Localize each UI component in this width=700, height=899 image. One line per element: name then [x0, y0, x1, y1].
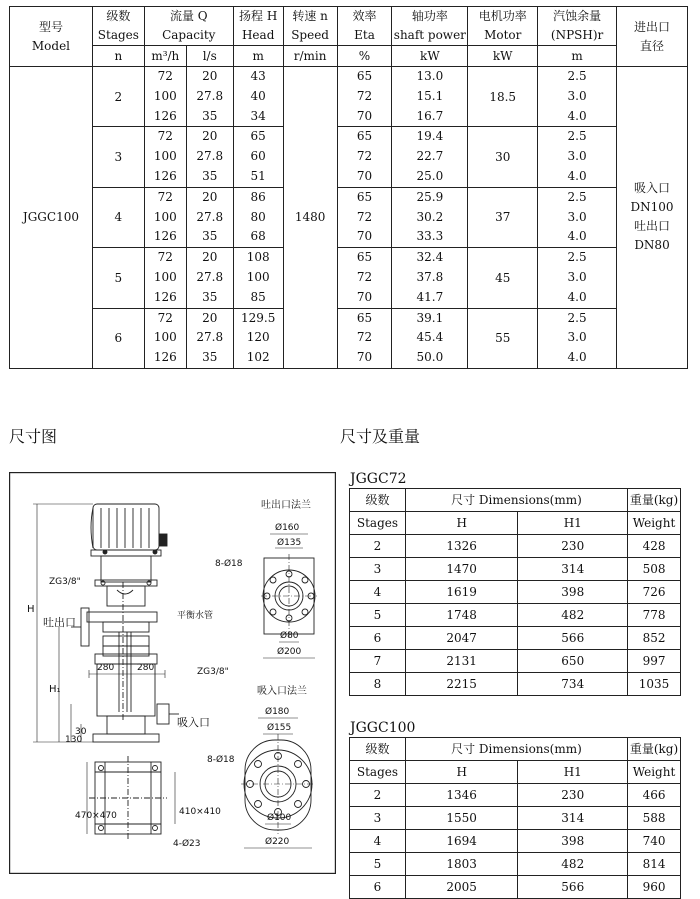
weight-cell: 852	[628, 627, 681, 650]
value: 70	[356, 168, 373, 183]
value: 30.2	[416, 209, 444, 224]
capacity-m3h-cell	[144, 187, 186, 247]
dim-base-inner: 410×410	[179, 807, 221, 817]
weight-cell: 1035	[628, 673, 681, 696]
unit-shaft-power: kW	[392, 46, 468, 67]
weight-cell: 428	[628, 535, 681, 558]
value: 85	[250, 289, 266, 304]
H-cell: 1619	[405, 581, 518, 604]
dim-outlet-160: Ø160	[275, 523, 300, 533]
capacity-ls-cell	[186, 187, 233, 247]
header-H1: H1	[518, 761, 628, 784]
weight-cell: 814	[628, 853, 681, 876]
dim-130: 130	[65, 735, 83, 745]
stages-cell: 3	[92, 127, 144, 187]
value: 126	[153, 350, 177, 365]
unit-head: m	[233, 46, 283, 67]
value: 126	[153, 229, 177, 244]
value: 35	[202, 350, 218, 365]
value: 39.1	[416, 310, 444, 325]
stages-cell: 3	[350, 807, 406, 830]
stages-cell: 3	[350, 558, 406, 581]
value: 41.7	[416, 289, 444, 304]
value: 65	[356, 189, 373, 204]
value: 25.9	[416, 189, 444, 204]
header-speed: 转速 n Speed	[283, 7, 337, 46]
value: 2.5	[567, 69, 587, 83]
unit-capacity-m3h: m³/h	[144, 46, 186, 67]
eta-cell	[337, 248, 392, 308]
value: 20	[202, 69, 218, 83]
head-cell	[233, 308, 283, 368]
H-cell: 1550	[405, 807, 518, 830]
table-title-jggc72: JGGC72	[350, 471, 407, 487]
value: 100	[153, 88, 177, 103]
H1-cell: 566	[518, 876, 628, 899]
value: 4.0	[567, 168, 587, 183]
weight-cell: 740	[628, 830, 681, 853]
value: 100	[153, 269, 177, 284]
value: 27.8	[196, 149, 224, 164]
weight-cell: 466	[628, 784, 681, 807]
stages-cell: 2	[350, 784, 406, 807]
shaft-power-cell	[392, 187, 468, 247]
eta-cell	[337, 67, 392, 127]
table-row	[350, 604, 681, 627]
H1-cell: 566	[518, 627, 628, 650]
value: 2.5	[567, 310, 587, 325]
unit-stages: n	[92, 46, 144, 67]
value: 100	[153, 149, 177, 164]
value: 3.0	[567, 149, 587, 164]
header-H1: H1	[518, 512, 628, 535]
value: 70	[356, 229, 373, 244]
value: 43	[250, 69, 266, 83]
H-cell: 1326	[405, 535, 518, 558]
eta-cell	[337, 308, 392, 368]
npsh-cell	[538, 127, 617, 187]
dimensions-table-jggc100	[349, 737, 681, 899]
value: 129.5	[240, 310, 276, 325]
value: 120	[246, 330, 270, 345]
perf-group-row	[10, 127, 688, 187]
capacity-ls-cell	[186, 308, 233, 368]
dim-outlet-135: Ø135	[277, 538, 302, 548]
motor-cell: 37	[468, 187, 538, 247]
header-eta: 效率 Eta	[337, 7, 392, 46]
label-inlet: 吸入口	[177, 716, 210, 729]
weight-cell: 726	[628, 581, 681, 604]
value: 2.5	[567, 129, 587, 144]
capacity-m3h-cell	[144, 127, 186, 187]
H-cell: 2047	[405, 627, 518, 650]
H1-cell: 314	[518, 807, 628, 830]
value: 126	[153, 289, 177, 304]
header-motor: 电机功率 Motor	[468, 7, 538, 46]
speed-cell: 1480	[283, 67, 337, 369]
value: 32.4	[416, 250, 444, 265]
value: 72	[356, 209, 373, 224]
value: 100	[153, 209, 177, 224]
port-text: DN100	[630, 200, 674, 215]
header-H: H	[405, 512, 518, 535]
dim-30: 30	[75, 727, 87, 737]
eta-cell	[337, 127, 392, 187]
header-shaft-power: 轴功率 shaft power	[392, 7, 468, 46]
value: 100	[246, 269, 270, 284]
H1-cell: 482	[518, 604, 628, 627]
head-cell	[233, 67, 283, 127]
label-outlet: 吐出口	[43, 616, 76, 629]
value: 35	[202, 289, 218, 304]
stages-cell: 5	[92, 248, 144, 308]
value: 2.5	[567, 189, 587, 204]
header-port-diameter: 进出口 直径	[617, 7, 688, 67]
value: 34	[250, 108, 266, 123]
stages-cell: 2	[350, 535, 406, 558]
H-cell: 1346	[405, 784, 518, 807]
value: 13.0	[416, 69, 444, 83]
H-cell: 2131	[405, 650, 518, 673]
H-cell: 1470	[405, 558, 518, 581]
label-inlet-flange: 吸入口法兰	[257, 686, 307, 697]
table-row	[350, 784, 681, 807]
value: 3.0	[567, 269, 587, 284]
H1-cell: 482	[518, 853, 628, 876]
dim-H: H	[27, 604, 35, 615]
stages-cell: 2	[92, 67, 144, 127]
perf-group-row	[10, 308, 688, 368]
value: 50.0	[416, 350, 444, 365]
npsh-cell	[538, 248, 617, 308]
value: 70	[356, 350, 373, 365]
header-stages-cn: 级数	[350, 489, 406, 512]
label-balance-pipe: 平衡水管	[177, 611, 214, 621]
value: 72	[356, 149, 373, 164]
unit-eta: %	[337, 46, 392, 67]
header-dimensions: 尺寸 Dimensions(mm)	[405, 489, 627, 512]
value: 70	[356, 108, 373, 123]
head-cell	[233, 248, 283, 308]
dimensions-table-jggc72	[349, 488, 681, 696]
capacity-ls-cell	[186, 127, 233, 187]
value: 65	[250, 129, 266, 144]
header-stages-en: Stages	[350, 761, 406, 784]
H1-cell: 230	[518, 784, 628, 807]
shaft-power-cell	[392, 127, 468, 187]
port-diameter-cell	[617, 67, 688, 369]
dim-inlet-100: Ø100	[267, 813, 292, 823]
value: 72	[157, 129, 173, 144]
dim-280-left: 280	[97, 663, 115, 673]
port-text: DN80	[634, 238, 670, 253]
value: 2.5	[567, 250, 587, 265]
dim-anchor-holes: 4-Ø23	[173, 839, 201, 849]
value: 65	[356, 250, 373, 265]
npsh-cell	[538, 187, 617, 247]
H-cell: 2215	[405, 673, 518, 696]
value: 4.0	[567, 289, 587, 304]
dim-inlet-bolts: 8-Ø18	[207, 755, 235, 765]
perf-group-row	[10, 248, 688, 308]
value: 22.7	[416, 149, 444, 164]
value: 68	[250, 229, 266, 244]
weight-cell: 997	[628, 650, 681, 673]
table-title-jggc100: JGGC100	[350, 720, 416, 736]
value: 35	[202, 229, 218, 244]
H1-cell: 650	[518, 650, 628, 673]
header-weight-en: Weight	[628, 512, 681, 535]
value: 86	[250, 189, 266, 204]
value: 108	[246, 250, 270, 265]
H1-cell: 734	[518, 673, 628, 696]
dim-outlet-bolts: 8-Ø18	[215, 559, 243, 569]
stages-cell: 4	[92, 187, 144, 247]
header-H: H	[405, 761, 518, 784]
table-row	[350, 535, 681, 558]
weight-cell: 960	[628, 876, 681, 899]
weight-cell: 588	[628, 807, 681, 830]
port-text: 吐出口	[634, 219, 671, 234]
dim-inlet-155: Ø155	[267, 723, 292, 733]
table-row	[350, 581, 681, 604]
value: 37.8	[416, 269, 444, 284]
shaft-power-cell	[392, 67, 468, 127]
label-thread-upper: ZG3/8"	[49, 577, 81, 587]
header-model: 型号 Model	[10, 7, 93, 67]
value: 51	[250, 168, 266, 183]
table-row	[350, 830, 681, 853]
weight-cell: 778	[628, 604, 681, 627]
stages-cell: 4	[350, 581, 406, 604]
label-outlet-flange: 吐出口法兰	[261, 500, 311, 511]
weight-cell: 508	[628, 558, 681, 581]
table-row	[350, 876, 681, 899]
stages-cell: 4	[350, 830, 406, 853]
header-dimensions: 尺寸 Dimensions(mm)	[405, 738, 627, 761]
table-row	[350, 853, 681, 876]
table-row	[350, 807, 681, 830]
header-stages-en: Stages	[350, 512, 406, 535]
motor-cell: 55	[468, 308, 538, 368]
H-cell: 2005	[405, 876, 518, 899]
value: 4.0	[567, 108, 587, 123]
header-stages-cn: 级数	[350, 738, 406, 761]
table-row	[350, 673, 681, 696]
value: 65	[356, 129, 373, 144]
H1-cell: 314	[518, 558, 628, 581]
header-weight-en: Weight	[628, 761, 681, 784]
capacity-m3h-cell	[144, 67, 186, 127]
shaft-power-cell	[392, 248, 468, 308]
section-title-dimension-drawing: 尺寸图	[9, 427, 58, 446]
value: 65	[356, 69, 373, 83]
H1-cell: 230	[518, 535, 628, 558]
value: 15.1	[416, 88, 444, 103]
value: 20	[202, 189, 218, 204]
value: 20	[202, 310, 218, 325]
capacity-ls-cell	[186, 248, 233, 308]
stages-cell: 6	[350, 876, 406, 899]
dim-outlet-80: Ø80	[280, 631, 299, 641]
value: 35	[202, 168, 218, 183]
capacity-m3h-cell	[144, 248, 186, 308]
value: 60	[250, 149, 266, 164]
value: 72	[157, 189, 173, 204]
table-row	[350, 650, 681, 673]
section-title-dimensions-weight: 尺寸及重量	[340, 427, 421, 446]
dim-outlet-200: Ø200	[277, 647, 302, 657]
value: 72	[356, 88, 373, 103]
header-weight-cn: 重量(kg)	[628, 738, 681, 761]
head-cell	[233, 187, 283, 247]
shaft-power-cell	[392, 308, 468, 368]
header-capacity: 流量 Q Capacity	[144, 7, 233, 46]
stages-cell: 8	[350, 673, 406, 696]
value: 19.4	[416, 129, 444, 144]
value: 102	[246, 350, 270, 365]
perf-group-row	[10, 67, 688, 127]
stages-cell: 6	[350, 627, 406, 650]
header-npsh: 汽蚀余量 (NPSH)r	[538, 7, 617, 46]
value: 27.8	[196, 330, 224, 345]
value: 27.8	[196, 269, 224, 284]
header-stages: 级数 Stages	[92, 7, 144, 46]
value: 20	[202, 250, 218, 265]
H1-cell: 398	[518, 830, 628, 853]
model-cell: JGGC100	[10, 67, 93, 369]
value: 72	[356, 269, 373, 284]
port-text: 吸入口	[634, 181, 671, 196]
H-cell: 1748	[405, 604, 518, 627]
value: 3.0	[567, 209, 587, 224]
stages-cell: 5	[350, 604, 406, 627]
value: 70	[356, 289, 373, 304]
head-cell	[233, 127, 283, 187]
unit-npsh: m	[538, 46, 617, 67]
unit-speed: r/min	[283, 46, 337, 67]
value: 27.8	[196, 88, 224, 103]
value: 27.8	[196, 209, 224, 224]
npsh-cell	[538, 67, 617, 127]
value: 25.0	[416, 168, 444, 183]
inlet-flange-view	[241, 718, 315, 848]
H-cell: 1803	[405, 853, 518, 876]
value: 126	[153, 168, 177, 183]
unit-motor: kW	[468, 46, 538, 67]
stages-cell: 7	[350, 650, 406, 673]
eta-cell	[337, 187, 392, 247]
unit-capacity-ls: l/s	[186, 46, 233, 67]
table-row	[350, 558, 681, 581]
value: 40	[250, 88, 266, 103]
capacity-m3h-cell	[144, 308, 186, 368]
stages-cell: 6	[92, 308, 144, 368]
value: 35	[202, 108, 218, 123]
value: 65	[356, 310, 373, 325]
value: 3.0	[567, 88, 587, 103]
perf-group-row	[10, 187, 688, 247]
value: 72	[157, 250, 173, 265]
value: 126	[153, 108, 177, 123]
motor-cell: 30	[468, 127, 538, 187]
dim-inlet-180: Ø180	[265, 707, 290, 717]
H1-cell: 398	[518, 581, 628, 604]
label-thread-lower: ZG3/8"	[197, 667, 229, 677]
dim-base-outer: 470×470	[75, 811, 117, 821]
value: 100	[153, 330, 177, 345]
value: 72	[157, 69, 173, 83]
value: 20	[202, 129, 218, 144]
npsh-cell	[538, 308, 617, 368]
value: 4.0	[567, 350, 587, 365]
header-weight-cn: 重量(kg)	[628, 489, 681, 512]
table-row	[350, 627, 681, 650]
dim-H1: H₁	[49, 684, 61, 695]
capacity-ls-cell	[186, 67, 233, 127]
dimension-drawing	[9, 472, 336, 874]
header-head: 扬程 H Head	[233, 7, 283, 46]
performance-table	[9, 6, 688, 369]
stages-cell: 5	[350, 853, 406, 876]
value: 72	[356, 330, 373, 345]
value: 80	[250, 209, 266, 224]
value: 4.0	[567, 229, 587, 244]
value: 45.4	[416, 330, 444, 345]
dim-280-right: 280	[137, 663, 155, 673]
motor-cell: 18.5	[468, 67, 538, 127]
value: 33.3	[416, 229, 444, 244]
H-cell: 1694	[405, 830, 518, 853]
value: 72	[157, 310, 173, 325]
value: 16.7	[416, 108, 444, 123]
dim-inlet-220: Ø220	[265, 837, 290, 847]
value: 3.0	[567, 330, 587, 345]
motor-cell: 45	[468, 248, 538, 308]
